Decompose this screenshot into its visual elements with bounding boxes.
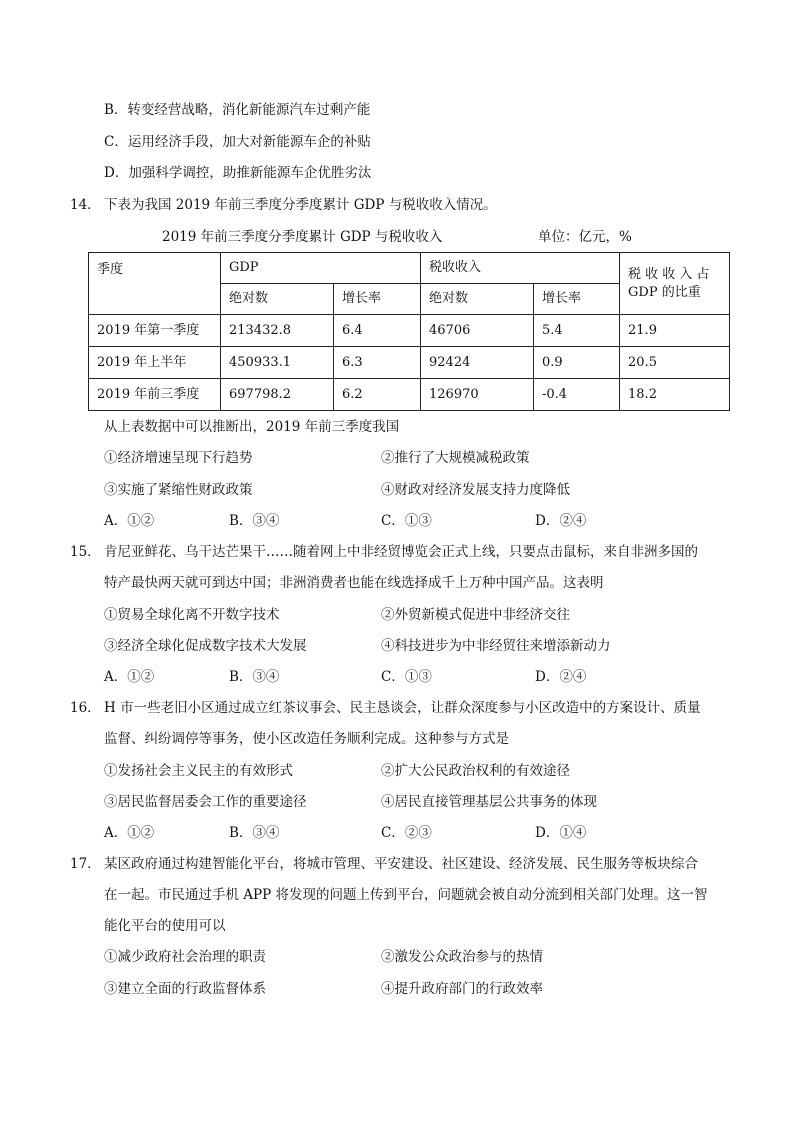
cell-tax-abs: 46706 <box>421 315 534 347</box>
q14-item-4: ④财政对经济发展支持力度降低 <box>381 482 570 498</box>
table-row <box>89 315 730 347</box>
cell-gdp-growth: 6.2 <box>334 379 421 411</box>
header-tax-growth: 增长率 <box>534 284 620 315</box>
cell-tax-abs: 92424 <box>421 347 534 379</box>
header-gdp-abs: 绝对数 <box>221 284 334 315</box>
q14-followup: 从上表数据中可以推断出，2019 年前三季度我国 <box>104 419 400 435</box>
q15-item-2: ②外贸新模式促进中非经济交往 <box>381 607 570 623</box>
q15-choice-d: D．②④ <box>535 669 587 685</box>
gdp-tax-table <box>88 252 730 411</box>
q14-stem: 下表为我国 2019 年前三季度分季度累计 GDP 与税收收入情况。 <box>104 197 497 213</box>
header-gdp-growth: 增长率 <box>334 284 421 315</box>
cell-gdp-growth: 6.4 <box>334 315 421 347</box>
q14-choice-a: A．①② <box>104 513 155 529</box>
header-ratio: 税 收 收 入 占 GDP 的比重 <box>620 253 730 315</box>
q13-option-b: B．转变经营战略，消化新能源汽车过剩产能 <box>104 102 371 118</box>
q16-choice-c: C．②③ <box>381 825 432 841</box>
cell-tax-abs: 126970 <box>421 379 534 411</box>
q13-option-c: C．运用经济手段，加大对新能源车企的补贴 <box>104 134 371 150</box>
table-title: 2019 年前三季度分季度累计 GDP 与税收收入 <box>162 229 443 245</box>
q14-number: 14． <box>70 197 101 213</box>
q17-item-1: ①减少政府社会治理的职责 <box>104 949 266 965</box>
cell-season: 2019 年前三季度 <box>89 379 221 411</box>
header-season: 季度 <box>89 253 221 315</box>
q16-item-4: ④居民直接管理基层公共事务的体现 <box>381 794 597 810</box>
cell-season: 2019 年上半年 <box>89 347 221 379</box>
q13-option-d: D．加强科学调控，助推新能源车企优胜劣汰 <box>104 165 372 181</box>
q15-item-4: ④科技进步为中非经贸往来增添新动力 <box>381 638 611 654</box>
q16-choice-d: D．①④ <box>535 825 587 841</box>
q16-item-2: ②扩大公民政治权利的有效途径 <box>381 763 570 779</box>
q16-choice-b: B．③④ <box>229 825 280 841</box>
cell-ratio: 18.2 <box>620 379 730 411</box>
header-tax: 税收收入 <box>421 253 620 284</box>
header-gdp: GDP <box>221 253 421 284</box>
cell-season: 2019 年第一季度 <box>89 315 221 347</box>
q16-item-1: ①发扬社会主义民主的有效形式 <box>104 763 293 779</box>
table-row <box>89 379 730 411</box>
q15-item-1: ①贸易全球化离不开数字技术 <box>104 607 280 623</box>
cell-gdp-abs: 697798.2 <box>221 379 334 411</box>
q16-stem-line2: 监督、纠纷调停等事务，使小区改造任务顺利完成。这种参与方式是 <box>104 731 509 747</box>
cell-gdp-abs: 450933.1 <box>221 347 334 379</box>
q14-item-3: ③实施了紧缩性财政政策 <box>104 482 253 498</box>
q17-item-2: ②激发公众政治参与的热情 <box>381 949 543 965</box>
cell-ratio: 20.5 <box>620 347 730 379</box>
q15-stem-line1: 肯尼亚鲜花、乌干达芒果干……随着网上中非经贸博览会正式上线，只要点击鼠标，来自非洲多国的 <box>104 544 698 560</box>
q14-choice-d: D．②④ <box>535 513 587 529</box>
q16-number: 16． <box>70 700 101 716</box>
q17-item-4: ④提升政府部门的行政效率 <box>381 981 543 997</box>
cell-ratio: 21.9 <box>620 315 730 347</box>
q17-item-3: ③建立全面的行政监督体系 <box>104 981 266 997</box>
q17-number: 17． <box>70 856 101 872</box>
table-unit: 单位：亿元，% <box>538 229 632 245</box>
q15-number: 15． <box>70 544 101 560</box>
q14-choice-b: B．③④ <box>229 513 280 529</box>
q15-choice-a: A．①② <box>104 669 155 685</box>
header-tax-abs: 绝对数 <box>421 284 534 315</box>
cell-tax-growth: 0.9 <box>534 347 620 379</box>
cell-gdp-growth: 6.3 <box>334 347 421 379</box>
q17-stem-line1: 某区政府通过构建智能化平台，将城市管理、平安建设、社区建设、经济发展、民生服务等板块综合 <box>104 856 698 872</box>
q17-stem-line3: 能化平台的使用可以 <box>104 918 226 934</box>
cell-tax-growth: -0.4 <box>534 379 620 411</box>
q15-choice-b: B．③④ <box>229 669 280 685</box>
q14-item-1: ①经济增速呈现下行趋势 <box>104 450 253 466</box>
table-row <box>89 347 730 379</box>
q16-stem-line1: H 市一些老旧小区通过成立红茶议事会、民主恳谈会，让群众深度参与小区改造中的方案设计、质量 <box>104 700 701 716</box>
q17-stem-line2: 在一起。市民通过手机 APP 将发现的问题上传到平台，问题就会被自动分流到相关部门处理。这一智 <box>104 887 708 903</box>
q14-choice-c: C．①③ <box>381 513 432 529</box>
q15-choice-c: C．①③ <box>381 669 432 685</box>
q14-item-2: ②推行了大规模减税政策 <box>381 450 530 466</box>
q16-choice-a: A．①② <box>104 825 155 841</box>
cell-tax-growth: 5.4 <box>534 315 620 347</box>
q16-item-3: ③居民监督居委会工作的重要途径 <box>104 794 307 810</box>
q15-stem-line2: 特产最快两天就可到达中国；非洲消费者也能在线选择成千上万种中国产品。这表明 <box>104 575 604 591</box>
q15-item-3: ③经济全球化促成数字技术大发展 <box>104 638 307 654</box>
cell-gdp-abs: 213432.8 <box>221 315 334 347</box>
